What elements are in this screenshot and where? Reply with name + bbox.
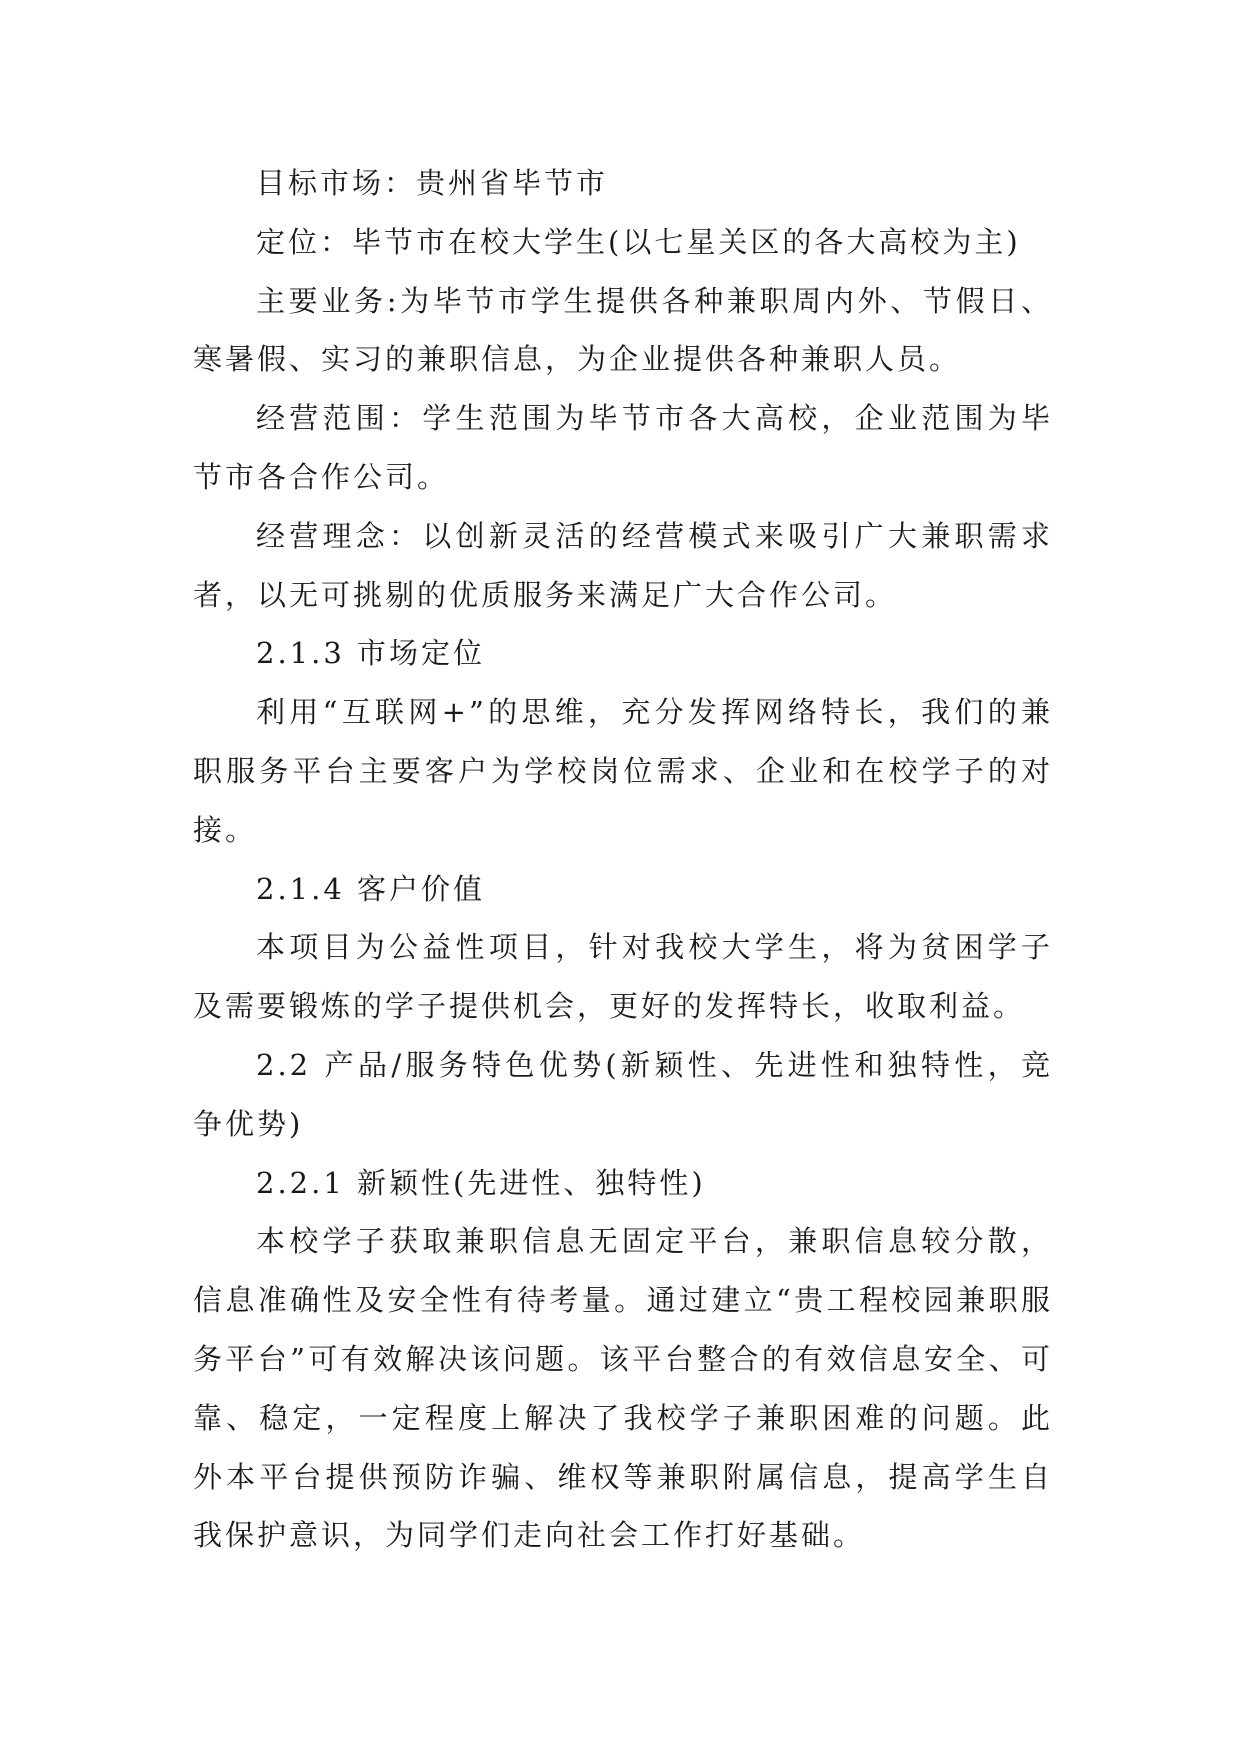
paragraph-target-market: 目标市场：贵州省毕节市 bbox=[256, 166, 609, 200]
paragraph-customer-value: 本项目为公益性项目，针对我校大学生，将为贫困学子及需要锻炼的学子提供机会，更好的发挥特长，收取利益。 bbox=[193, 930, 1053, 1024]
paragraph-main-business: 主要业务:为毕节市学生提供各种兼职周内外、节假日、寒暑假、实习的兼职信息，为企业提供各种兼职人员。 bbox=[193, 283, 1053, 377]
section-heading-novelty: 2.2.1 新颖性(先进性、独特性) bbox=[256, 1165, 706, 1200]
paragraph-business-philosophy: 经营理念：以创新灵活的经营模式来吸引广大兼职需求者，以无可挑剔的优质服务来满足广大合作公司。 bbox=[193, 518, 1053, 612]
section-heading-market-positioning: 2.1.3 市场定位 bbox=[256, 636, 486, 671]
document-body bbox=[193, 154, 1053, 1565]
section-heading-product-advantages: 2.2 产品/服务特色优势(新颖性、先进性和独特性，竞争优势) bbox=[193, 1047, 1053, 1141]
paragraph-market-positioning: 利用“互联网+”的思维，充分发挥网络特长，我们的兼职服务平台主要客户为学校岗位需求、企业和在校学子的对接。 bbox=[193, 695, 1053, 847]
paragraph-novelty: 本校学子获取兼职信息无固定平台，兼职信息较分散，信息准确性及安全性有待考量。通过建立“贵工程校园兼职服务平台”可有效解决该问题。该平台整合的有效信息安全、可靠、稳定，一定程度上解决了我校学子兼职困难的问题。此外本平台提供预防诈骗、维权等兼职附属信息，提高学生自我保护意识，为同学们走向社会工作打好基础。 bbox=[193, 1224, 1053, 1553]
paragraph-positioning: 定位：毕节市在校大学生(以七星关区的各大高校为主) bbox=[256, 224, 1021, 259]
section-heading-customer-value: 2.1.4 客户价值 bbox=[256, 871, 486, 906]
paragraph-business-scope: 经营范围：学生范围为毕节市各大高校，企业范围为毕节市各合作公司。 bbox=[193, 401, 1053, 494]
